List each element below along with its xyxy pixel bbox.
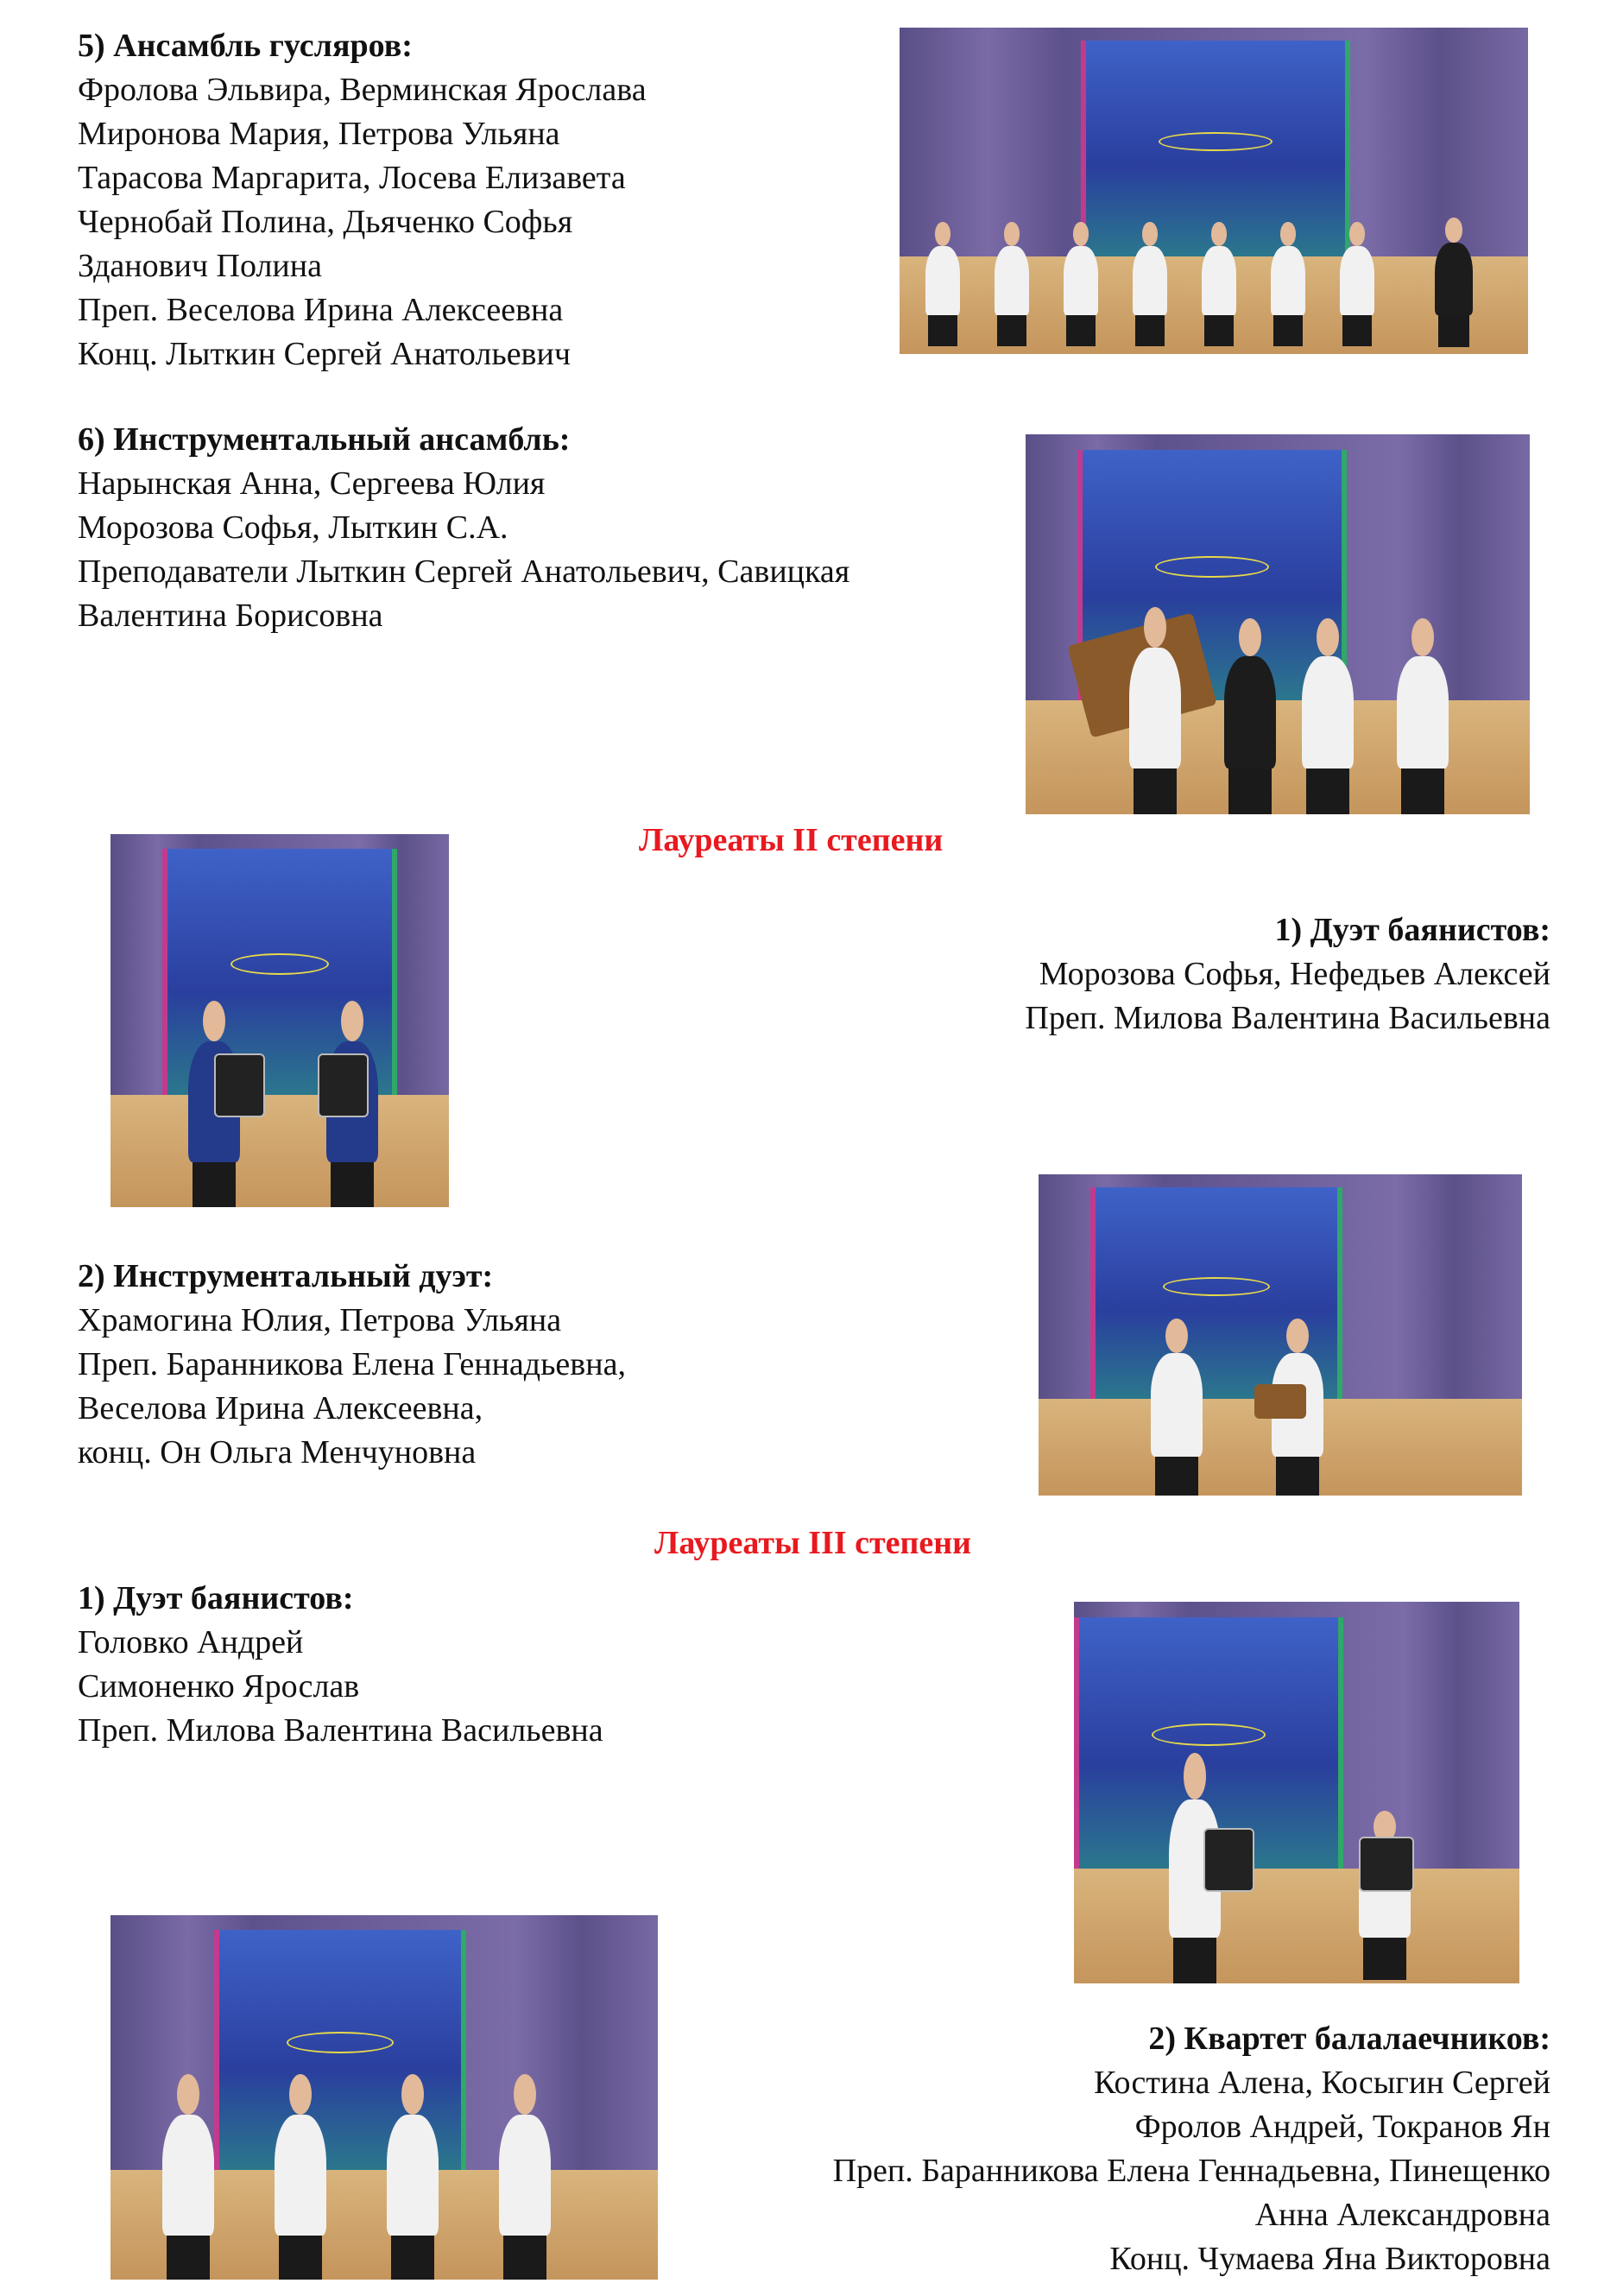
section-heading: 2) Квартет балалаечников: [1148, 2021, 1550, 2057]
text-line: Преп. Баранникова Елена Геннадьевна, [78, 1346, 626, 1382]
text-line: Миронова Мария, Петрова Ульяна [78, 116, 560, 152]
text-line: Морозова Софья, Лыткин С.А. [78, 509, 508, 546]
photo-accordion-duo-2 [1074, 1602, 1519, 1983]
text-line: Преп. Милова Валентина Васильевна [78, 1712, 603, 1749]
section-accordion-duo-2nd [1025, 908, 1550, 1040]
text-line: Тарасова Маргарита, Лосева Елизавета [78, 160, 626, 196]
text-line: Фролова Эльвира, Верминская Ярослава [78, 72, 647, 108]
section-accordion-duo-3rd [78, 1577, 603, 1753]
section-heading: 6) Инструментальный ансамбль: [78, 421, 571, 458]
text-line: Конц. Чумаева Яна Викторовна [1109, 2241, 1550, 2277]
photo-instrumental-duo [1039, 1174, 1522, 1496]
section-balalaika-quartet [833, 2017, 1550, 2281]
rank-heading-second-degree: Лауреаты II степени [639, 822, 944, 858]
text-line: Нарынская Анна, Сергеева Юлия [78, 465, 546, 502]
text-line: Преподаватели Лыткин Сергей Анатольевич, Савицкая [78, 553, 850, 590]
section-heading: 1) Дуэт баянистов: [1274, 912, 1550, 948]
text-line: Костина Алена, Косыгин Сергей [1094, 2065, 1550, 2101]
text-line: Симоненко Ярослав [78, 1668, 360, 1705]
text-line: Головко Андрей [78, 1624, 304, 1660]
text-line: конц. Он Ольга Менчуновна [78, 1434, 477, 1471]
text-line: Преп. Веселова Ирина Алексеевна [78, 292, 564, 328]
section-heading: 1) Дуэт баянистов: [78, 1580, 354, 1616]
text-line: Преп. Баранникова Елена Геннадьевна, Пинещенко [832, 2153, 1550, 2189]
text-line: Преп. Милова Валентина Васильевна [1025, 1000, 1550, 1036]
text-line: Зданович Полина [78, 248, 322, 284]
photo-balalaika-quartet [111, 1915, 658, 2280]
text-line: Фролов Андрей, Токранов Ян [1134, 2109, 1550, 2145]
section-instrumental-duo [78, 1255, 626, 1475]
section-heading: 2) Инструментальный дуэт: [78, 1258, 494, 1294]
text-line: Чернобай Полина, Дьяченко Софья [78, 204, 573, 240]
text-line: Храмогина Юлия, Петрова Ульяна [78, 1302, 562, 1338]
photo-gusli-ensemble [900, 28, 1528, 354]
rank-heading-third-degree: Лауреаты III степени [654, 1525, 972, 1561]
photo-accordion-duo-1 [111, 834, 449, 1207]
section-heading: 5) Ансамбль гусляров: [78, 28, 413, 64]
text-line: Анна Александровна [1254, 2197, 1550, 2233]
text-line: Валентина Борисовна [78, 598, 383, 634]
photo-instrumental-ensemble [1026, 434, 1530, 814]
text-line: Конц. Лыткин Сергей Анатольевич [78, 336, 571, 372]
section-instrumental-ensemble [78, 418, 849, 638]
section-gusli-ensemble [78, 24, 647, 376]
text-line: Веселова Ирина Алексеевна, [78, 1390, 483, 1426]
text-line: Морозова Софья, Нефедьев Алексей [1039, 956, 1550, 992]
